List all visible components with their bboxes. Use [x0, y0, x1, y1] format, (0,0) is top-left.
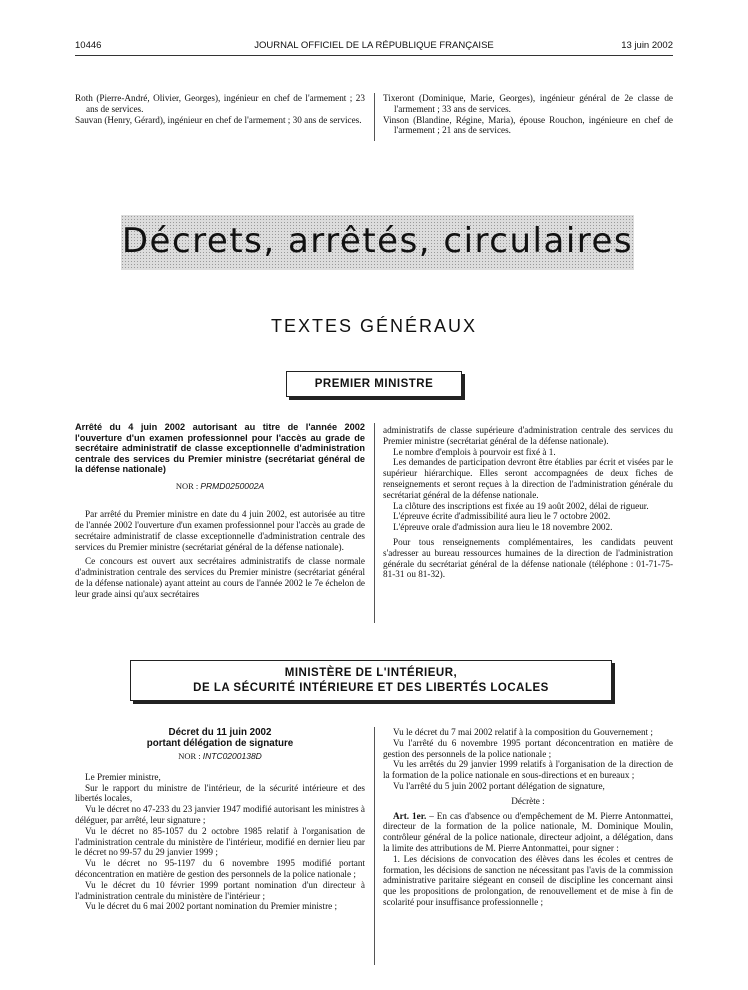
paragraph: Les demandes de participation devront être établies par écrit et visées par le supérieur hiérarchique. Elles seront accompagnées de deux fiches de renseignements et seront reçues à la direction de l'administration générale du secrétariat général de la défense nationale. [383, 457, 673, 500]
ministry-line-2: DE LA SÉCURITÉ INTÉRIEURE ET DES LIBERTÉS LOCALES [193, 682, 549, 694]
nor-code: INTC0200138D [202, 751, 262, 761]
arrete-title: Arrêté du 4 juin 2002 autorisant au titre de l'année 2002 l'ouverture d'un examen professionnel pour l'accès au grade de secrétaire administratif de classe exceptionnelle d'administration centrale des services du Premier ministre (secrétariat général de la défense nationale) [75, 422, 365, 474]
arrete-right-column [383, 425, 673, 580]
paragraph: Vu le décret du 7 mai 2002 relatif à la composition du Gouvernement ; [393, 727, 653, 737]
paragraph: administratifs de classe supérieure d'administration centrale des services du Premier ministre (secrétariat général de la défense nationale). [383, 425, 673, 446]
nor-reference [75, 481, 365, 492]
paragraph: Vu le décret no 85-1057 du 2 octobre 1985 relatif à l'organisation de l'administration centrale du ministère de l'intérieur, modifié en dernier lieu par le décret no 99-57 du 29 janvier 1999 ; [75, 825, 365, 858]
decret-title: Décret du 11 juin 2002 [168, 727, 272, 738]
paragraph: Vu le décret du 6 mai 2002 portant nomination du Premier ministre ; [85, 901, 338, 912]
paragraph: L'épreuve orale d'admission aura lieu le 18 novembre 2002. [393, 522, 613, 533]
page-number: 10446 [75, 40, 102, 51]
list-item: Roth (Pierre-André, Olivier, Georges), ingénieur en chef de l'armement ; 23 ans de services. [75, 93, 365, 114]
paragraph: Ce concours est ouvert aux secrétaires administratifs de classe normale d'administration centrale des services du Premier ministre (secrétariat général de la défense nationale) ayant atteint au cours de l'année 2002 le 7e échelon de leur grade ainsi qu'aux secrétaires [75, 556, 365, 599]
decrete-label: Décrète : [511, 795, 545, 806]
column-divider [374, 93, 375, 141]
list-item: Sauvan (Henry, Gérard), ingénieur en chef de l'armement ; 30 ans de services. [75, 114, 362, 125]
decret-subtitle: portant délégation de signature [146, 738, 294, 749]
paragraph: Pour tous renseignements complémentaires, les candidats peuvent s'adresser au bureau ressources humaines de la direction de l'administration générale du secrétariat général de la défense nationale (téléphone : 01-71-75-81-31 ou 81-32). [383, 536, 673, 580]
paragraph: Vu le décret du 10 février 1999 portant nomination d'un directeur à l'administration centrale du ministère de l'intérieur ; [75, 879, 365, 901]
paragraph: L'épreuve écrite d'admissibilité aura lieu le 7 octobre 2002. [393, 511, 611, 522]
paragraph: Le Premier ministre, [85, 771, 161, 782]
decret-left-column [75, 727, 365, 912]
issue-date: 13 juin 2002 [621, 40, 673, 51]
top-right-column [383, 93, 673, 136]
rubric-banner [121, 215, 634, 270]
section-title: TEXTES GÉNÉRAUX [270, 316, 478, 336]
paragraph: Par arrêté du Premier ministre en date du 4 juin 2002, est autorisée au titre de l'année 2002 l'ouverture d'un examen professionnel pour l'accès au grade de secrétaire administratif de classe exceptionnelle d'administration centrale des services du Premier ministre (secrétariat général de la défense nationale). [75, 509, 365, 552]
paragraph: La clôture des inscriptions est fixée au 19 août 2002, délai de rigueur. [393, 500, 649, 511]
column-divider [374, 727, 375, 965]
header-rule [75, 55, 673, 56]
banner-title: Décrets, arrêtés, circulaires [121, 221, 634, 261]
nor-label: NOR : [178, 751, 201, 761]
ministry-heading [130, 660, 612, 701]
nor-code: PRMD0250002A [200, 480, 265, 491]
paragraph: 1. Les décisions de convocation des élèves dans les écoles et centres de formation, les décisions de sanction ne nécessitant pas l'avis de la commission administrative paritaire siégeant en conseil de discipline les concernant ainsi que les propositions de prolongation, de renouvellement et de mise à fin de scolarité pour insuffisance professionnelle ; [383, 853, 673, 907]
nor-reference [75, 751, 365, 762]
article-1 [383, 811, 673, 854]
paragraph: Vu l'arrêté du 5 juin 2002 portant délégation de signature, [393, 780, 605, 791]
paragraph: Sur le rapport du ministre de l'intérieur, de la sécurité intérieure et des libertés locales, [75, 782, 365, 804]
journal-title: JOURNAL OFFICIEL DE LA RÉPUBLIQUE FRANÇAISE [254, 40, 494, 51]
paragraph: Vu l'arrêté du 6 novembre 1995 portant déconcentration en matière de gestion des personnels de la police nationale ; [383, 737, 673, 759]
article-label: Art. 1er. [393, 810, 427, 821]
paragraph: Vu les arrêtés du 29 janvier 1999 relatifs à l'organisation de la direction de la formation de la police nationale en sous-directions et en bureaux ; [383, 759, 673, 781]
ministry-line-1: MINISTÈRE DE L'INTÉRIEUR, [284, 667, 458, 679]
paragraph: Vu le décret no 47-233 du 23 janvier 1947 modifié autorisant les ministres à déléguer, par arrêté, leur signature ; [75, 804, 365, 825]
paragraph: Le nombre d'emplois à pourvoir est fixé à 1. [393, 446, 556, 457]
ministry-heading: PREMIER MINISTRE [286, 371, 462, 397]
list-item: Tixeront (Dominique, Marie, Georges), ingénieur général de 2e classe de l'armement ; 33 ans de services. [383, 93, 673, 114]
top-left-column [75, 93, 365, 125]
list-item: Vinson (Blandine, Régine, Maria), épouse Rouchon, ingénieure en chef de l'armement ; 21 ans de services. [383, 114, 673, 136]
nor-label: NOR : [175, 480, 199, 491]
paragraph: Vu le décret no 95-1197 du 6 novembre 1995 modifié portant déconcentration en matière de gestion des personnels de la police nationale ; [75, 858, 365, 879]
decret-right-column [383, 727, 673, 908]
column-divider [374, 423, 375, 623]
arrete-left-column [75, 422, 365, 600]
article-text: – En cas d'absence ou d'empêchement de M. Pierre Antonmattei, directeur de la formation de la police nationale, M. Dominique Moulin, contrôleur général de la police nationale, directeur adjoint, a délégation, dans la limite des attributions de M. Pierre Antonmattei, pour signer : [383, 810, 673, 853]
